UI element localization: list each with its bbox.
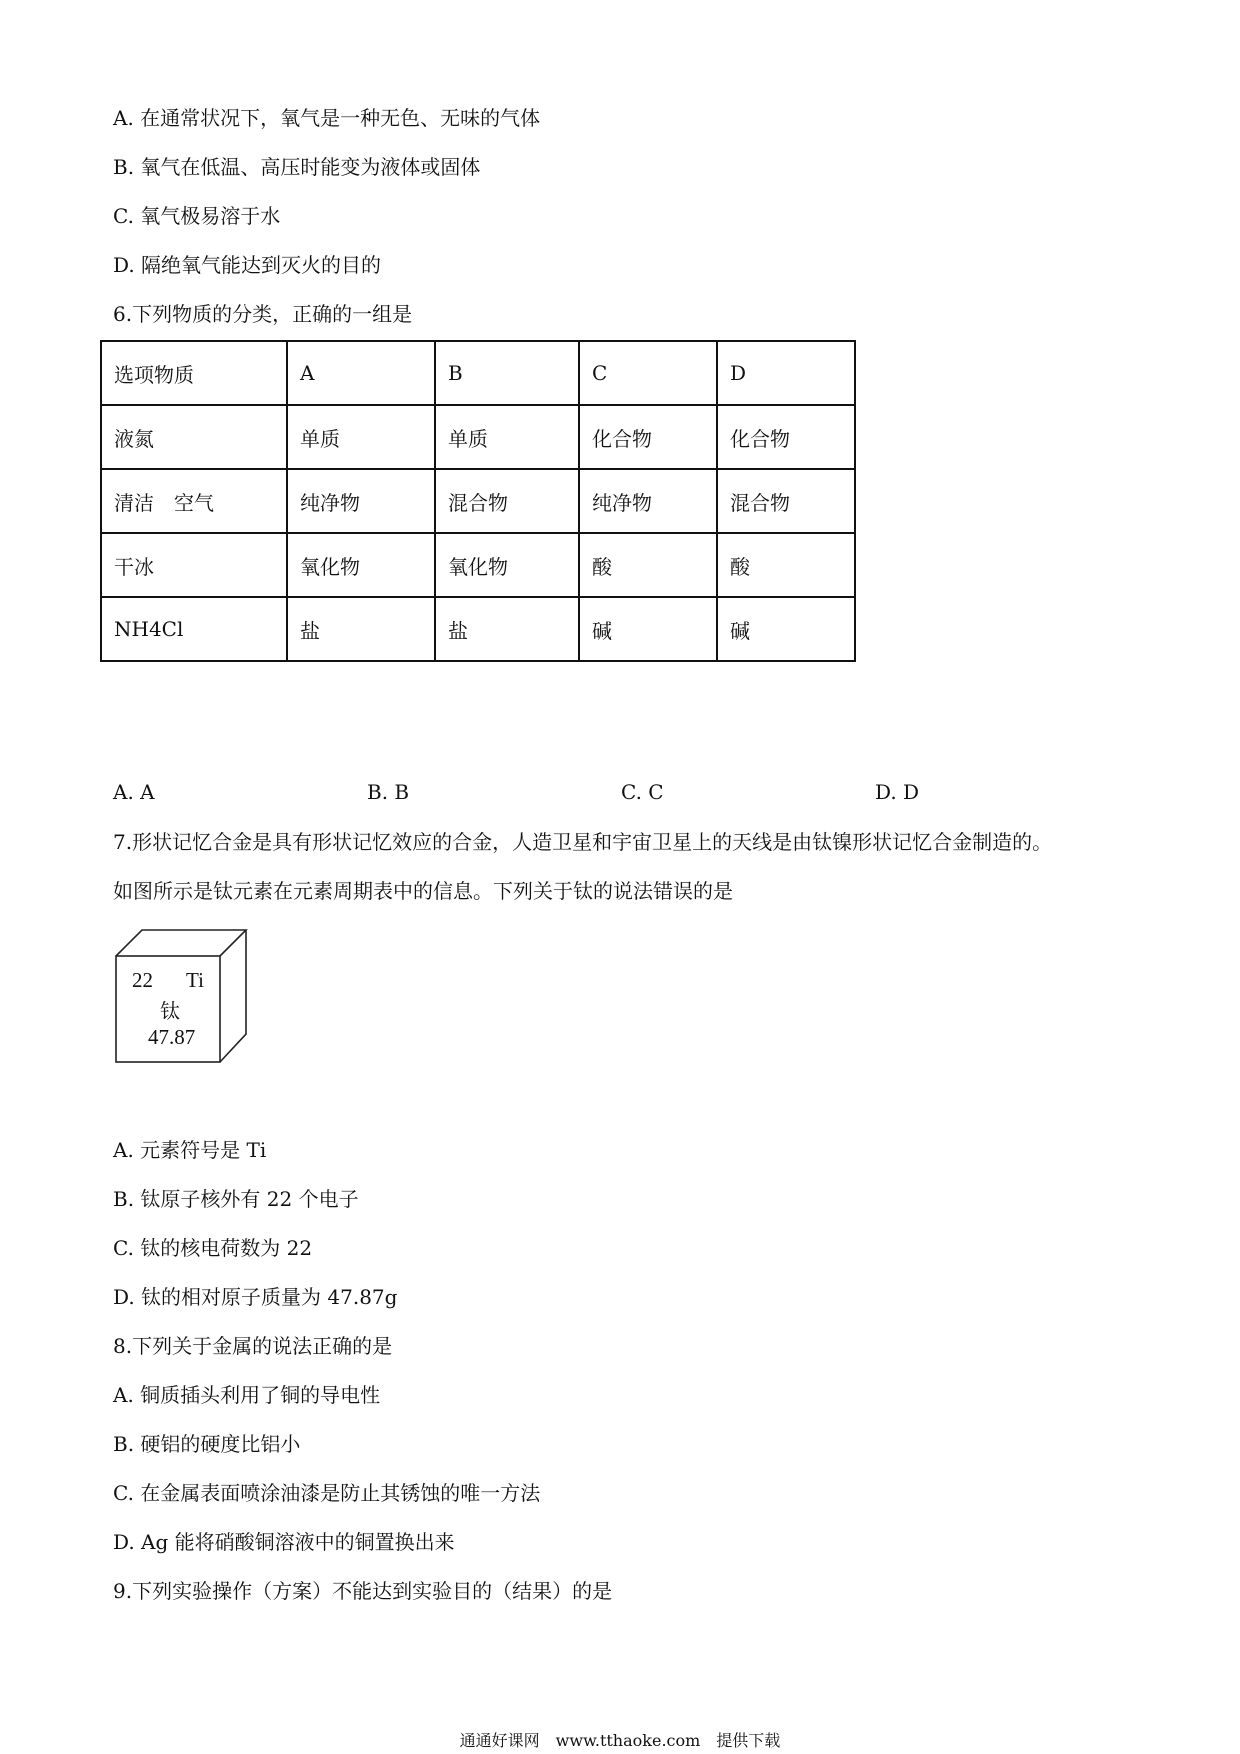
element-atomic-number: 22 [132, 968, 153, 992]
table-cell: 酸 [579, 533, 717, 597]
page-footer: 通通好课网 www.tthaoke.com 提供下载 [459, 1731, 781, 1750]
table-cell: NH4Cl [101, 597, 287, 661]
q6-choice-a: A. A [113, 780, 155, 804]
q5-option-b: B. 氧气在低温、高压时能变为液体或固体 [113, 155, 481, 179]
element-card-cube [112, 928, 262, 1068]
table-cell: 纯净物 [579, 469, 717, 533]
table-cell: 氧化物 [435, 533, 579, 597]
element-symbol: Ti [186, 968, 204, 992]
table-header-row [101, 341, 855, 405]
q7-option-c: C. 钛的核电荷数为 22 [113, 1236, 313, 1260]
table-header-cell: C [579, 341, 717, 405]
table-cell: 氧化物 [287, 533, 435, 597]
element-atomic-mass: 47.87 [148, 1025, 196, 1049]
q8-option-b: B. 硬铝的硬度比铝小 [113, 1432, 301, 1456]
q7-stem-line2: 如图所示是钛元素在元素周期表中的信息。下列关于钛的说法错误的是 [113, 879, 733, 903]
q7-stem-line1: 7.形状记忆合金是具有形状记忆效应的合金，人造卫星和宇宙卫星上的天线是由钛镍形状记忆合金制造的。 [113, 830, 1053, 854]
table-cell: 盐 [287, 597, 435, 661]
q8-option-c: C. 在金属表面喷涂油漆是防止其锈蚀的唯一方法 [113, 1481, 541, 1505]
table-header-cell: B [435, 341, 579, 405]
table-cell: 纯净物 [287, 469, 435, 533]
q7-option-d: D. 钛的相对原子质量为 47.87g [113, 1285, 398, 1309]
table-row [101, 597, 855, 661]
table-header-cell: A [287, 341, 435, 405]
q5-option-a: A. 在通常状况下，氧气是一种无色、无味的气体 [113, 106, 541, 130]
table-cell: 单质 [435, 405, 579, 469]
q8-stem: 8.下列关于金属的说法正确的是 [113, 1334, 393, 1358]
q7-option-b: B. 钛原子核外有 22 个电子 [113, 1187, 359, 1211]
q6-choice-c: C. C [621, 780, 664, 804]
q8-option-a: A. 铜质插头利用了铜的导电性 [113, 1383, 381, 1407]
table-cell: 液氮 [101, 405, 287, 469]
table-row [101, 469, 855, 533]
q9-stem: 9.下列实验操作（方案）不能达到实验目的（结果）的是 [113, 1579, 613, 1603]
table-cell: 碱 [717, 597, 855, 661]
q5-option-d: D. 隔绝氧气能达到灭火的目的 [113, 253, 382, 277]
q5-option-c: C. 氧气极易溶于水 [113, 204, 281, 228]
table-row [101, 533, 855, 597]
table-cell: 酸 [717, 533, 855, 597]
q6-stem: 6.下列物质的分类，正确的一组是 [113, 302, 413, 326]
element-name: 钛 [160, 999, 180, 1023]
table-row [101, 405, 855, 469]
q6-choice-d: D. D [875, 780, 920, 804]
q7-option-a: A. 元素符号是 Ti [113, 1138, 267, 1162]
table-cell: 混合物 [717, 469, 855, 533]
table-cell: 盐 [435, 597, 579, 661]
table-cell: 化合物 [717, 405, 855, 469]
table-cell: 干冰 [101, 533, 287, 597]
table-cell: 单质 [287, 405, 435, 469]
table-cell: 清洁 空气 [101, 469, 287, 533]
q6-choice-b: B. B [367, 780, 410, 804]
table-cell: 化合物 [579, 405, 717, 469]
table-cell: 碱 [579, 597, 717, 661]
classification-table [100, 340, 856, 662]
table-header-cell: 选项物质 [101, 341, 287, 405]
table-header-cell: D [717, 341, 855, 405]
table-cell: 混合物 [435, 469, 579, 533]
q8-option-d: D. Ag 能将硝酸铜溶液中的铜置换出来 [113, 1530, 455, 1554]
